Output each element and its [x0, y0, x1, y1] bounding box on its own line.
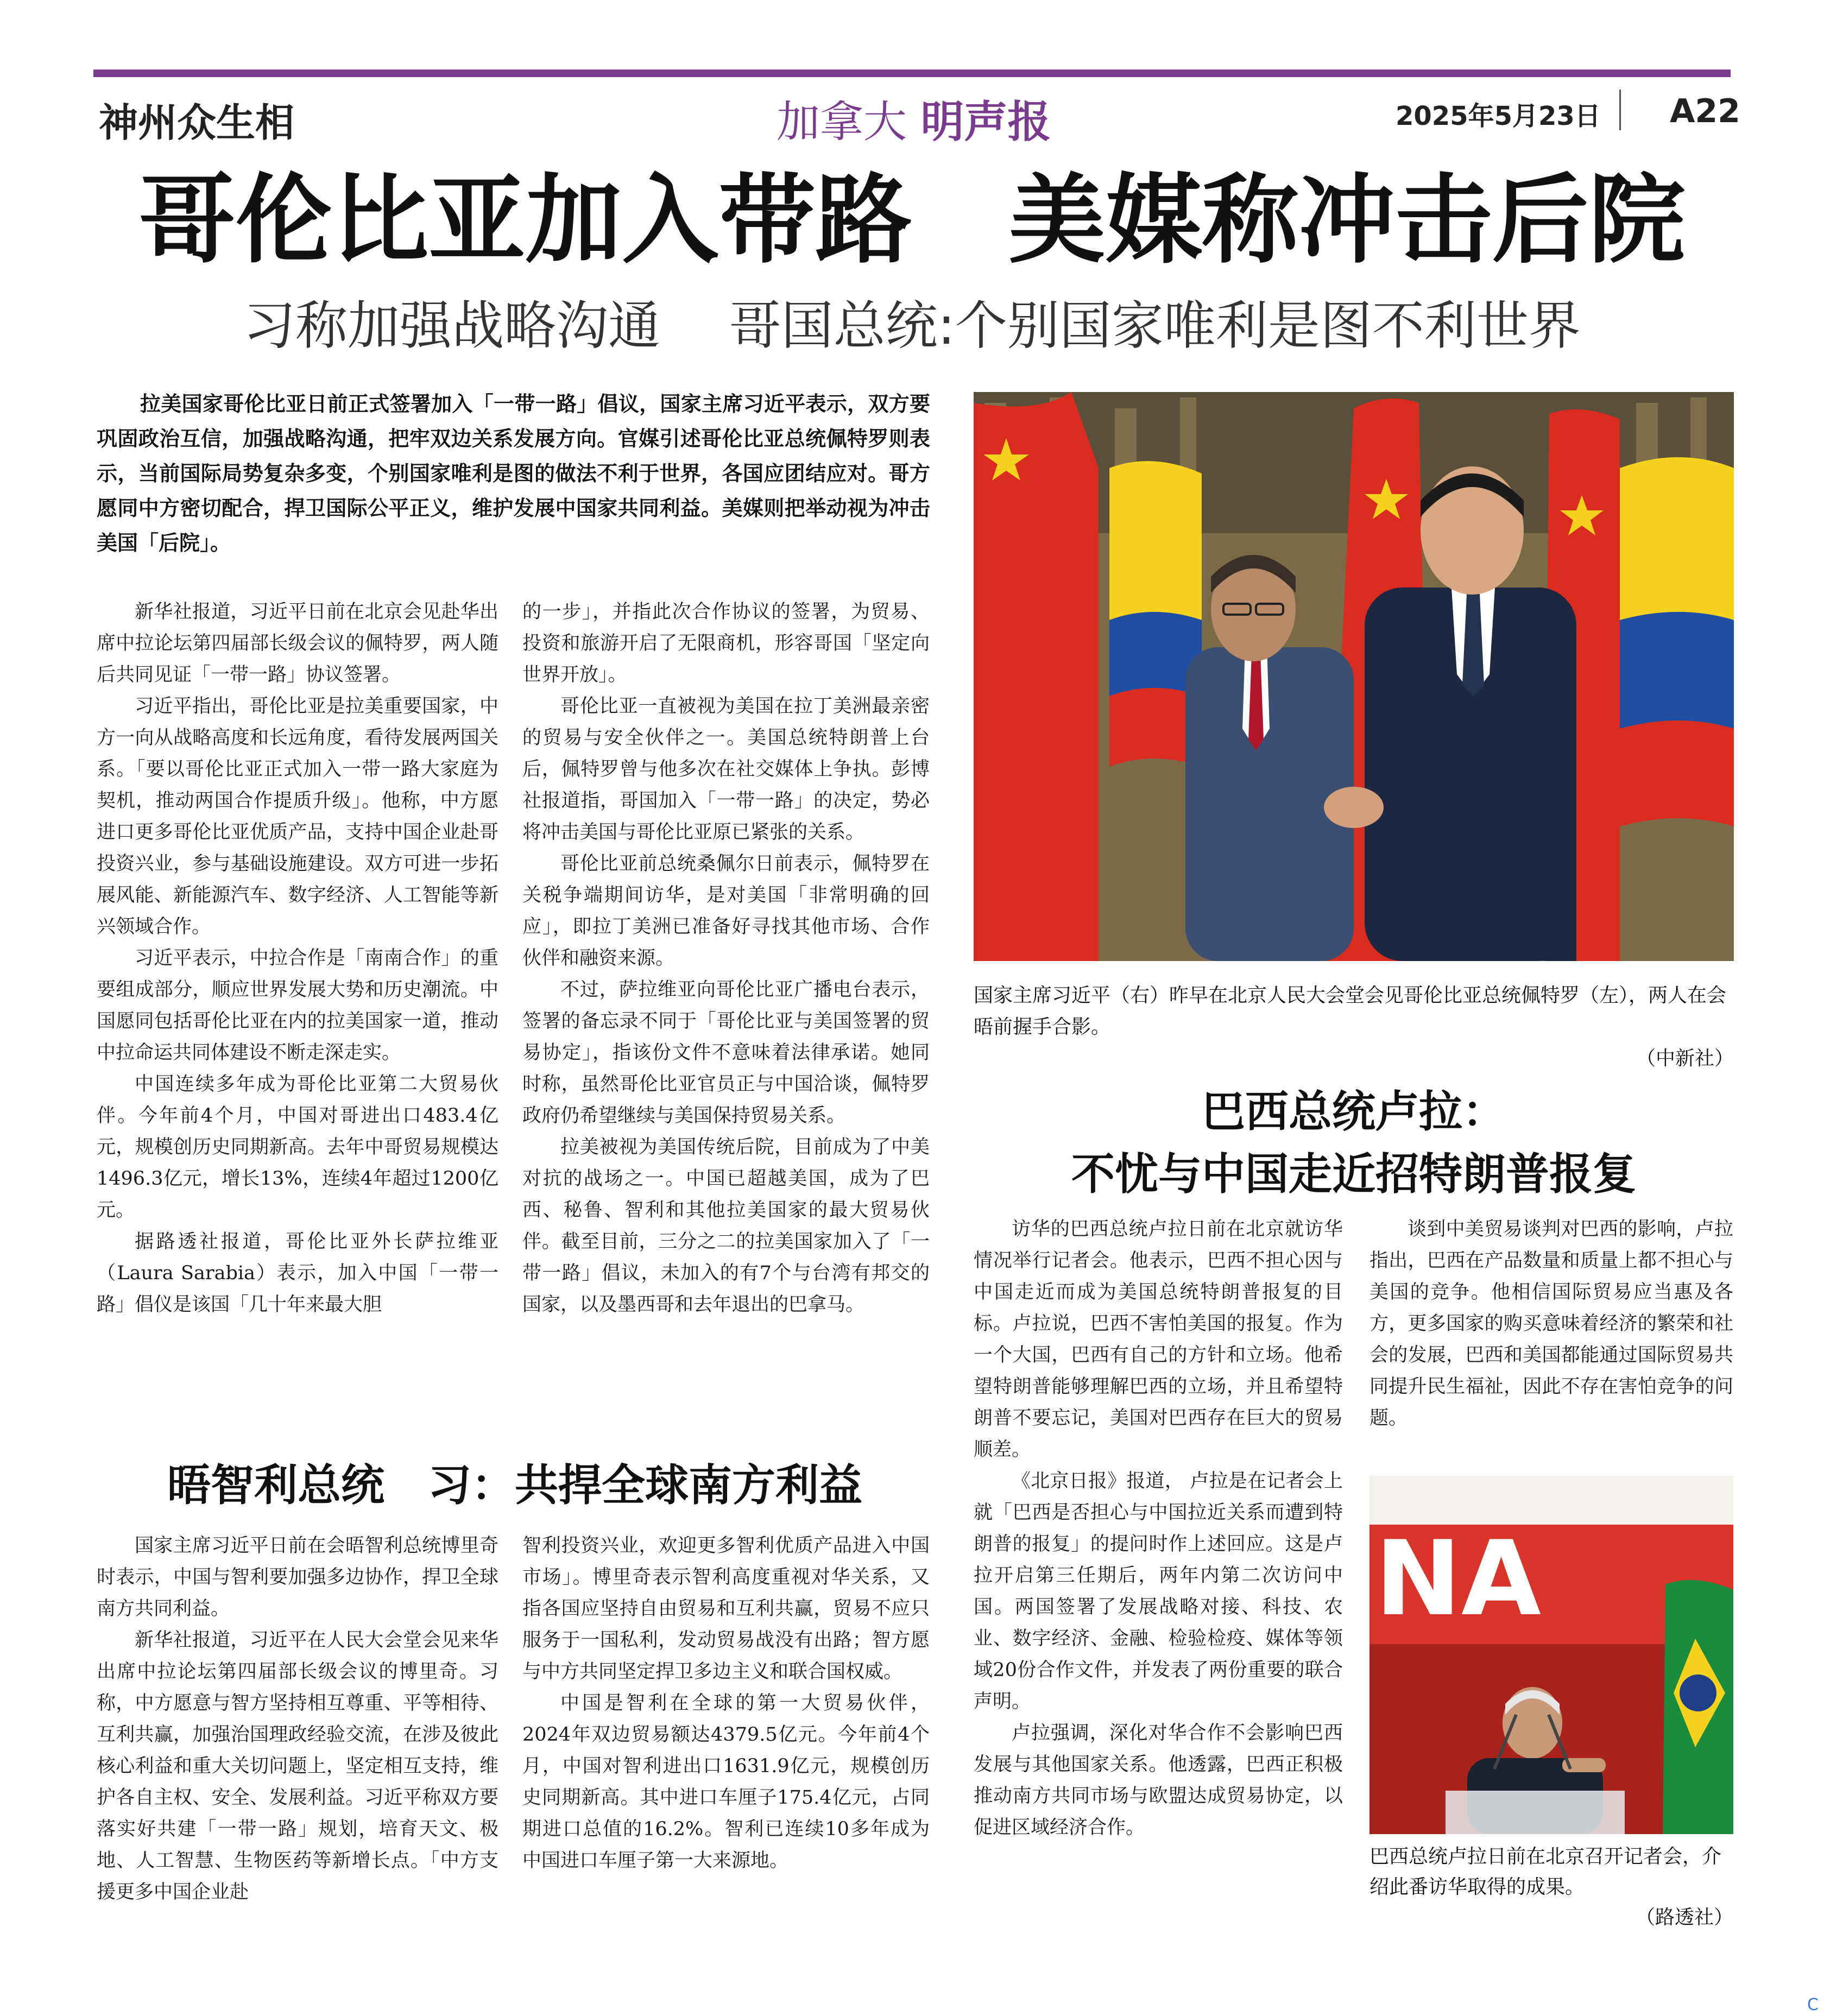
photo1-credit: （中新社）	[1636, 1047, 1734, 1070]
article2-title-line1: 巴西总统卢拉：	[1202, 1086, 1506, 1137]
subheadline: 习称加强战略沟通 哥国总统:个别国家唯利是图不利世界	[243, 295, 1581, 356]
paragraph: 拉美被视为美国传统后院，目前成为了中美对抗的战场之一。中国已超越美国，成为了巴西、秘鲁、智利和其他拉美国家的最大贸易伙伴。截至目前，三分之二的拉美国家加入了「一带一路」倡议，未加入的有7个与台湾有邦交的国家，以及墨西哥和去年退出的巴拿马。	[522, 1136, 930, 1316]
paper-name	[777, 87, 1051, 149]
article3-col1	[97, 1530, 498, 1908]
page-number: A22	[1670, 92, 1740, 130]
paragraph: 哥伦比亚前总统桑佩尔日前表示，佩特罗在关税争端期间访华，是对美国「非常明确的回应」，即拉丁美洲已准备好寻找其他市场、合作伙伴和融资来源。	[522, 853, 930, 969]
paragraph-continued: 的一步」，并指此次合作协议的签署，为贸易、投资和旅游开启了无限商机，形容哥国「坚定向世界开放」。	[522, 601, 930, 686]
article3-col2	[522, 1530, 930, 1876]
paragraph: 国家主席习近平日前在会晤智利总统博里奇时表示，中国与智利要加强多边协作，捍卫全球南方共同利益。	[97, 1535, 498, 1620]
paragraph-continued: 智利投资兴业，欢迎更多智利优质产品进入中国市场」。博里奇表示智利高度重视对华关系，又指各国应坚持自由贸易和互利共赢，贸易不应只服务于一国私利，发动贸易战没有出路；智方愿与中方共同坚定捍卫多边主义和联合国权威。	[522, 1535, 930, 1683]
article1-col1	[97, 596, 498, 1320]
paragraph: 新华社报道，习近平日前在北京会见赴华出席中拉论坛第四届部长级会议的佩特罗，两人随后共同见证「一带一路」协议签署。	[97, 601, 498, 686]
press-conference-illustration	[1369, 1476, 1733, 1834]
masthead-rule	[93, 69, 1731, 77]
lede-text: 拉美国家哥伦比亚日前正式签署加入「一带一路」倡议，国家主席习近平表示，双方要巩固政治互信，加强战略沟通，把牢双边关系发展方向。官媒引述哥伦比亚总统佩特罗则表示，当前国际局势复杂多变，个别国家唯利是图的做法不利于世界，各国应团结应对。哥方愿同中方密切配合，捍卫国际公平正义，维护发展中国家共同利益。美媒则把举动视为冲击美国「后院」。	[97, 392, 930, 555]
paragraph: 中国连续多年成为哥伦比亚第二大贸易伙伴。今年前4个月，中国对哥进出口483.4亿元，规模创历史同期新高。去年中哥贸易规模达1496.3亿元，增长13%，连续4年超过1200亿元。	[97, 1073, 498, 1221]
photo1-caption	[974, 980, 1734, 1075]
paragraph: 卢拉强调，深化对华合作不会影响巴西发展与其他国家关系。他透露，巴西正积极推动南方共同市场与欧盟达成贸易协定，以促进区域经济合作。	[974, 1722, 1343, 1838]
handshake-illustration	[974, 392, 1734, 961]
section-name: 神州众生相	[99, 99, 295, 146]
paragraph: 不过，萨拉维亚向哥伦比亚广播电台表示，签署的备忘录不同于「哥伦比亚与美国签署的贸易协定」，指该份文件不意味着法律承诺。她同时称，虽然哥伦比亚官员正与中国洽谈，佩特罗政府仍希望继续与美国保持贸易关系。	[522, 979, 930, 1127]
paper-title: 明声报	[920, 97, 1051, 147]
masthead-divider	[1619, 90, 1621, 130]
paragraph: 谈到中美贸易谈判对巴西的影响，卢拉指出，巴西在产品数量和质量上都不担心与美国的竞争。他相信国际贸易应当惠及各方，更多国家的购买意味着经济的繁荣和社会的发展，巴西和美国都能通过国际贸易共同提升民生福祉，因此不存在害怕竞争的问题。	[1369, 1218, 1733, 1429]
paper-prefix: 加拿大	[777, 97, 907, 147]
photo1-caption-text: 国家主席习近平（右）昨早在北京人民大会堂会见哥伦比亚总统佩特罗（左），两人在会晤前握手合影。	[974, 984, 1727, 1038]
article3-title: 晤智利总统 习：共捍全球南方利益	[167, 1459, 862, 1511]
headline: 哥伦比亚加入带路 美媒称冲击后院	[138, 163, 1686, 276]
article2-title-line2: 不忧与中国走近招特朗普报复	[1071, 1148, 1636, 1199]
photo2-credit: （路透社）	[1635, 1906, 1733, 1929]
paragraph: 《北京日报》报道， 卢拉是在记者会上就「巴西是否担心与中国拉近关系而遭到特朗普的报复」的提问时作上述回应。这是卢拉开启第三任期后，两年内第二次访问中国。两国签署了发展战略对接、科技、农业、数字经济、金融、检验检疫、媒体等领域20份合作文件，并发表了两份重要的联合声明。	[974, 1470, 1343, 1712]
photo2-caption	[1369, 1842, 1733, 1933]
paragraph: 习近平指出，哥伦比亚是拉美重要国家，中方一向从战略高度和长远角度，看待发展两国关系。「要以哥伦比亚正式加入一带一路大家庭为契机，推动两国合作提质升级」。他称，中方愿进口更多哥伦比亚优质产品，支持中国企业赴哥投资兴业，参与基础设施建设。双方可进一步拓展风能、新能源汽车、数字经济、人工智能等新兴领域合作。	[97, 696, 498, 938]
article1-col2	[522, 596, 930, 1320]
backdrop-text: NA	[1375, 1519, 1542, 1639]
article2-col2	[1369, 1214, 1733, 1434]
corner-mark: C	[1807, 1995, 1819, 2014]
paragraph: 访华的巴西总统卢拉日前在北京就访华情况举行记者会。他表示，巴西不担心因与中国走近而成为美国总统特朗普报复的目标。卢拉说，巴西不害怕美国的报复。作为一个大国，巴西有自己的方针和立场。他希望特朗普能够理解巴西的立场，并且希望特朗普不要忘记，美国对巴西存在巨大的贸易顺差。	[974, 1218, 1343, 1461]
article2-col1	[974, 1214, 1343, 1843]
article2-title	[974, 1080, 1734, 1205]
photo-press-conference	[1369, 1476, 1733, 1834]
paragraph: 习近平表示，中拉合作是「南南合作」的重要组成部分，顺应世界发展大势和历史潮流。中国愿同包括哥伦比亚在内的拉美国家一道，推动中拉命运共同体建设不断走深走实。	[97, 947, 498, 1064]
paragraph: 哥伦比亚一直被视为美国在拉丁美洲最亲密的贸易与安全伙伴之一。美国总统特朗普上台后，佩特罗曾与他多次在社交媒体上争执。彭博社报道指，哥国加入「一带一路」的决定，势必将冲击美国与哥伦比亚原已紧张的关系。	[522, 696, 930, 843]
lede	[97, 387, 930, 560]
paragraph: 新华社报道，习近平在人民大会堂会见来华出席中拉论坛第四届部长级会议的博里奇。习称，中方愿意与智方坚持相互尊重、平等相待、互利共赢，加强治国理政经验交流，在涉及彼此核心利益和重大关切问题上，坚定相互支持，维护各自主权、安全、发展利益。习近平称双方要落实好共建「一带一路」规划，培育天文、极地、人工智慧、生物医药等新增长点。「中方支援更多中国企业赴	[97, 1629, 498, 1903]
issue-date: 2025年5月23日	[1396, 101, 1601, 131]
photo-handshake	[974, 392, 1734, 961]
paragraph: 据路透社报道，哥伦比亚外长萨拉维亚（Laura Sarabia）表示，加入中国「一带一路」倡仪是该国「几十年来最大胆	[97, 1231, 498, 1316]
paragraph: 中国是智利在全球的第一大贸易伙伴，2024年双边贸易额达4379.5亿元。今年前4个月，中国对智利进出口1631.9亿元，规模创历史同期新高。其中进口车厘子175.4亿元，占同期进口总值的16.2%。智利已连续10多年成为中国进口车厘子第一大来源地。	[522, 1692, 930, 1872]
photo2-caption-text: 巴西总统卢拉日前在北京召开记者会，介绍此番访华取得的成果。	[1369, 1846, 1722, 1898]
